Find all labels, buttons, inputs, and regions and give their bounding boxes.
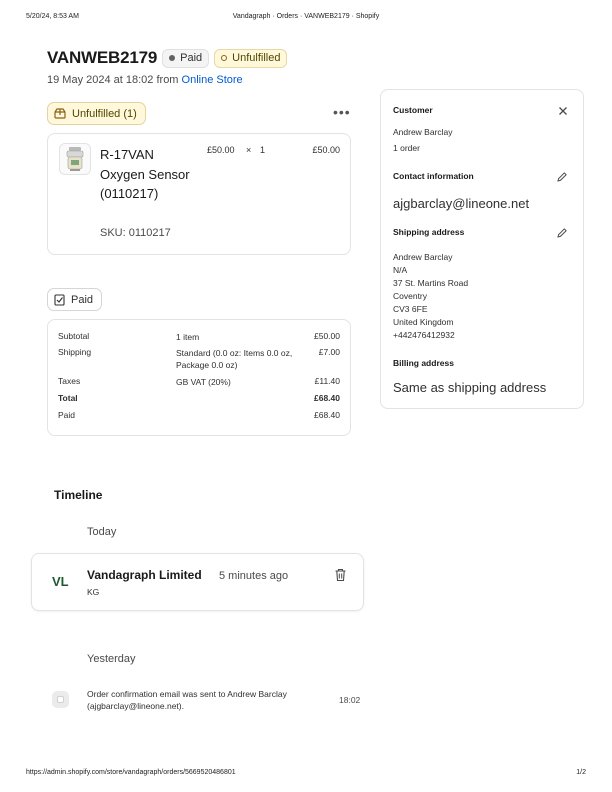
order-date: 19 May 2024 at 18:02 from [47, 74, 179, 86]
order-header [47, 48, 287, 68]
trash-icon[interactable] [334, 568, 347, 582]
unit-price: £50.00 [207, 145, 235, 155]
status-ring-icon [221, 55, 227, 61]
timeline-event-text: Order confirmation email was sent to Andrew Barclay (ajgbarclay@lineone.net). [87, 689, 287, 711]
unfulfilled-status-label: Unfulfilled (1) [72, 107, 137, 120]
paid-value: £68.40 [314, 410, 340, 420]
address-line: Coventry [393, 291, 428, 301]
billing-address-title: Billing address [393, 358, 454, 368]
timeline-day-yesterday: Yesterday [87, 653, 136, 665]
taxes-value: £11.40 [314, 376, 340, 386]
order-id: VANWEB2179 [47, 48, 158, 67]
quantity: 1 [260, 145, 266, 155]
address-line: N/A [393, 265, 408, 275]
contact-info-title: Contact information [393, 171, 474, 181]
oxygen-sensor-image-icon [64, 146, 86, 172]
edit-pencil-icon[interactable] [556, 227, 568, 239]
print-url: https://admin.shopify.com/store/vandagraph/orders/5669520486801 [26, 769, 236, 776]
shipping-address [393, 251, 468, 342]
billing-address-text: Same as shipping address [393, 380, 547, 395]
timeline-event-time: 18:02 [339, 695, 361, 705]
total-label: Total [58, 393, 78, 403]
customer-email-link[interactable]: ajgbarclay@lineone.net [393, 196, 530, 211]
address-line: United Kingdom [393, 317, 454, 327]
address-phone: +442476412932 [393, 330, 455, 340]
shipping-label: Shipping [58, 347, 92, 357]
paid-label: Paid [58, 410, 76, 420]
paid-status-pill [47, 288, 102, 311]
package-icon [54, 108, 66, 119]
address-line: 37 St. Martins Road [393, 278, 469, 288]
subtotal-value: £50.00 [314, 331, 340, 341]
print-page-number: 1/2 [576, 769, 586, 776]
timeline-day-today: Today [87, 526, 117, 538]
print-header [0, 13, 612, 25]
subtotal-label: Subtotal [58, 331, 90, 341]
shipping-value: £7.00 [318, 347, 340, 357]
print-datetime: 5/20/24, 8:53 AM [26, 13, 79, 20]
order-subtitle [47, 74, 243, 86]
times-sign: × [246, 145, 252, 155]
avatar: VL [52, 574, 69, 589]
shipping-address-title: Shipping address [393, 227, 465, 237]
shipping-detail: Standard (0.0 oz: Items 0.0 oz, Package 0.0 oz) [176, 348, 293, 370]
customer-name-link[interactable]: Andrew Barclay [393, 127, 453, 137]
product-name-link[interactable]: R-17VAN Oxygen Sensor (0110217) [100, 147, 190, 201]
paid-status-label: Paid [71, 293, 94, 306]
taxes-detail: GB VAT (20%) [176, 377, 231, 387]
comment-author: Vandagraph Limited [87, 568, 202, 582]
timeline-comment-card [31, 553, 364, 611]
fulfillment-status-badge [214, 49, 287, 68]
fulfillment-status-label: Unfulfilled [232, 52, 281, 64]
taxes-label: Taxes [58, 376, 81, 386]
timeline-title: Timeline [54, 488, 103, 502]
comment-time: 5 minutes ago [219, 570, 289, 582]
comment-text: KG [87, 587, 100, 597]
customer-title: Customer [393, 105, 433, 115]
payment-status-badge [162, 49, 209, 68]
payment-status-label: Paid [180, 52, 203, 64]
close-icon[interactable] [557, 105, 569, 117]
total-value: £68.40 [314, 393, 340, 403]
status-dot-icon [169, 55, 175, 61]
edit-pencil-icon[interactable] [556, 171, 568, 183]
address-line: Andrew Barclay [393, 252, 453, 262]
receipt-check-icon [54, 294, 65, 306]
unfulfilled-status-pill [47, 102, 146, 125]
product-thumbnail[interactable] [59, 143, 91, 175]
subtotal-detail: 1 item [176, 332, 200, 342]
print-page-title: Vandagraph · Orders · VANWEB2179 · Shopify [232, 13, 380, 20]
product-sku: SKU: 0110217 [100, 227, 171, 239]
line-total: £50.00 [312, 145, 340, 155]
more-actions-button[interactable]: ••• [333, 104, 351, 120]
email-event-icon [52, 691, 69, 708]
address-line: CV3 6FE [393, 304, 428, 314]
online-store-link[interactable]: Online Store [181, 74, 243, 86]
customer-orders-count[interactable]: 1 order [393, 143, 420, 153]
